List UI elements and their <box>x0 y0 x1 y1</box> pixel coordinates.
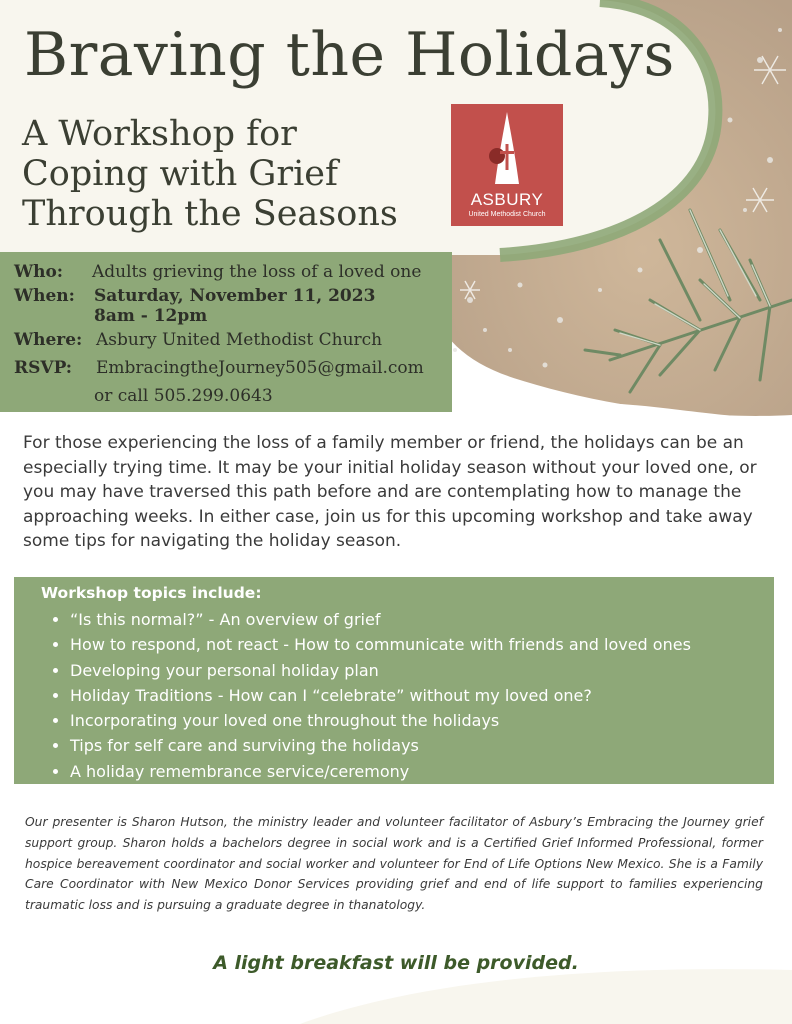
when-label: When: <box>14 286 75 306</box>
logo-name: ASBURY <box>470 190 544 209</box>
subtitle-line: Coping with Grief <box>22 154 338 194</box>
list-item: • A holiday remembrance service/ceremony <box>70 759 691 784</box>
list-item: • Tips for self care and surviving the holidays <box>70 733 691 758</box>
list-item: • “Is this normal?” - An overview of grief <box>70 607 691 632</box>
topics-title: Workshop topics include: <box>41 584 262 602</box>
church-logo <box>451 104 563 226</box>
page-title: Braving the Holidays <box>24 20 675 90</box>
subtitle-line: Through the Seasons <box>22 194 398 234</box>
topics-list <box>50 607 691 784</box>
event-details <box>0 252 455 412</box>
workshop-topics-box <box>14 577 774 784</box>
rsvp-phone[interactable]: or call 505.299.0643 <box>94 386 273 406</box>
who-value: Adults grieving the loss of a loved one <box>92 262 422 282</box>
rsvp-label: RSVP: <box>14 358 73 378</box>
when-date: Saturday, November 11, 2023 <box>94 286 376 306</box>
logo-subname: United Methodist Church <box>468 211 546 218</box>
page-subtitle <box>22 114 398 234</box>
rsvp-email[interactable]: EmbracingtheJourney505@gmail.com <box>96 358 424 378</box>
list-item: • Developing your personal holiday plan <box>70 658 691 683</box>
presenter-bio: Our presenter is Sharon Hutson, the ministry leader and volunteer facilitator of Asbury’s Embracing the Journey grief support group. Sharon holds a bachelors degree in social work and is a Certified Grief Informed Professional, former hospice bereavement coordinator and social worker and volunteer for End of Life Options New Mexico. She is a Family Care Coordinator with New Mexico Donor Services providing grief and end of life support to families experiencing traumatic loss and is pursuing a graduate degree in thanatology. <box>25 815 763 913</box>
where-value: Asbury United Methodist Church <box>96 330 383 350</box>
where-label: Where: <box>14 330 83 350</box>
breakfast-note: A light breakfast will be provided. <box>213 952 579 974</box>
who-label: Who: <box>14 262 64 282</box>
list-item: • How to respond, not react - How to communicate with friends and loved ones <box>70 632 691 657</box>
list-item: • Holiday Traditions - How can I “celebrate” without my loved one? <box>70 683 691 708</box>
when-time: 8am - 12pm <box>94 306 208 326</box>
subtitle-line: A Workshop for <box>22 114 297 154</box>
list-item: • Incorporating your loved one throughout the holidays <box>70 708 691 733</box>
intro-paragraph: For those experiencing the loss of a family member or friend, the holidays can be an especially trying time. It may be your initial holiday season without your loved one, or you may have traversed this path before and are contemplating how to manage the approaching weeks. In either case, join us for this upcoming workshop and take away some tips for navigating the holiday season. <box>23 433 757 551</box>
